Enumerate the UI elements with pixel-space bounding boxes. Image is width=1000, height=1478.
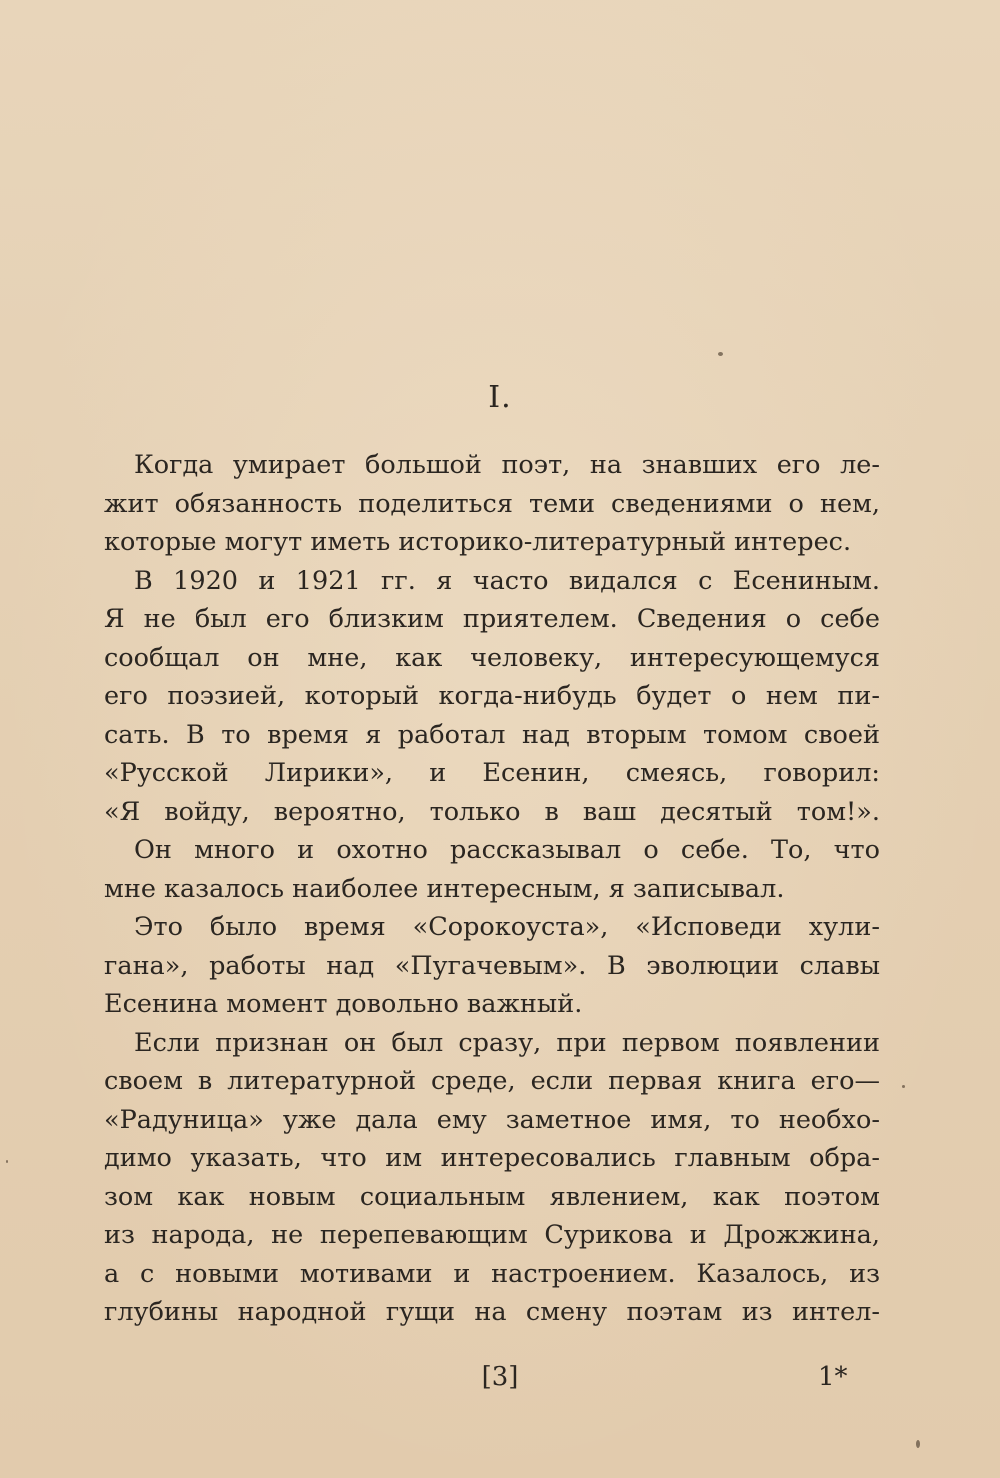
chapter-heading: I. [488,380,512,415]
text-line: Если признан он был сразу, при первом появлении [134,1027,880,1058]
text-line: Когда умирает большой поэт, на знавших его ле- [134,450,880,480]
text-line: зом как новым социальным явлением, как поэтом [104,1181,880,1212]
text-line: «Русской Лирики», и Есенин, смеясь, говорил: [104,758,880,788]
text-line: мне казалось наиболее интересным, я записывал. [104,873,785,904]
page-number: [3] [481,1362,519,1392]
text-line: из народа, не перепевающим Сурикова и Дрожжина, [104,1220,880,1250]
paper-speck [6,1160,8,1163]
signature-mark: 1* [818,1362,848,1392]
text-line: димо указать, что им интересовались главным обра- [104,1143,880,1173]
text-line: своем в литературной среде, если первая книга его— [104,1066,880,1096]
text-line: В 1920 и 1921 гг. я часто видался с Есениным. [134,565,880,596]
text-line: «Я войду, вероятно, только в ваш десятый том!». [104,796,880,827]
text-line: Он много и охотно рассказывал о себе. То, что [134,835,880,865]
text-line: «Радуница» уже дала ему заметное имя, то необхо- [104,1104,880,1135]
text-line: гана», работы над «Пугачевым». В эволюции славы [104,950,880,981]
paper-speck [916,1440,920,1448]
text-line: жит обязанность поделиться теми сведениями о нем, [104,488,880,519]
text-line: его поэзией, который когда-нибудь будет о нем пи- [104,681,880,711]
text-line: Это было время «Сорокоуста», «Исповеди хули- [134,912,880,942]
text-line: Я не был его близким приятелем. Сведения о себе [104,604,880,634]
text-line: глубины народной гущи на смену поэтам из интел- [104,1297,880,1327]
text-line: Есенина момент довольно важный. [104,989,583,1019]
text-line: сать. В то время я работал над вторым томом своей [104,719,880,750]
text-line: которые могут иметь историко-литературный интерес. [104,527,852,557]
body-text [104,446,880,1332]
paper-speck [902,1085,905,1088]
text-line: а с новыми мотивами и настроением. Казалось, из [104,1258,880,1289]
paper-speck [718,352,723,356]
text-line: сообщал он мне, как человеку, интересующемуся [104,642,880,673]
